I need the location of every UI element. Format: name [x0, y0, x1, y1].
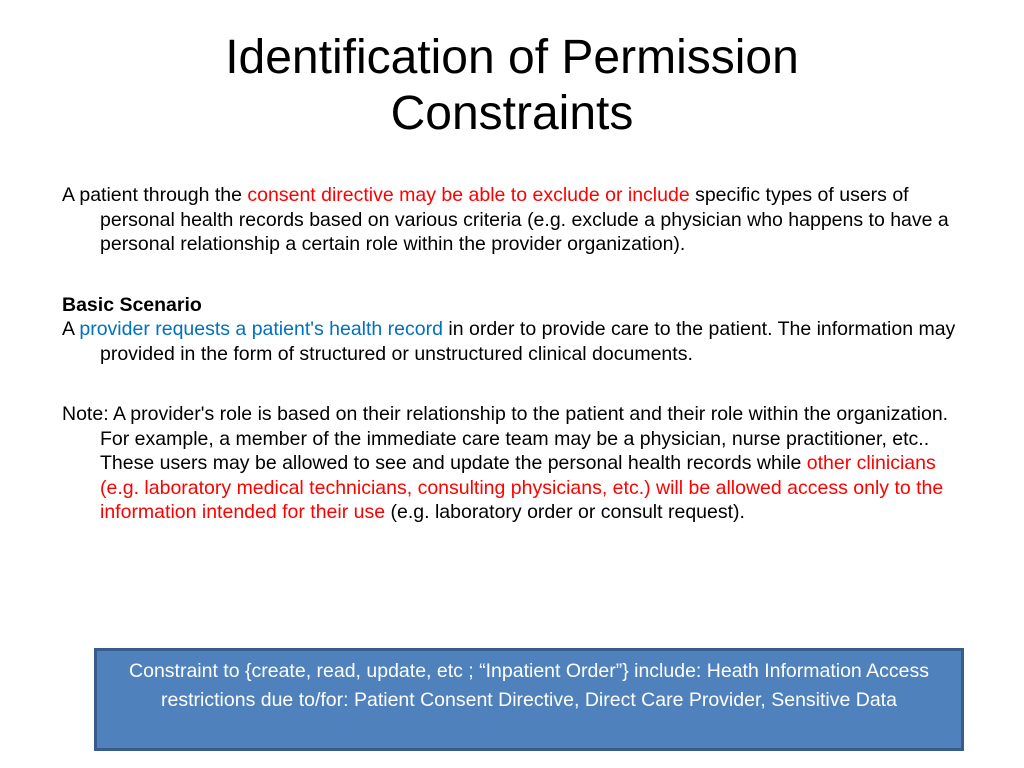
- basic-scenario-lead: A: [62, 318, 80, 340]
- consent-paragraph-rest: specific types of users of personal health records based on various criteria (e.g. exclude a physician who happens to have a personal relationship a certain role within the provider organization).: [100, 184, 949, 255]
- consent-paragraph-lead: A patient through the: [62, 184, 248, 206]
- basic-scenario-paragraph: [62, 317, 962, 366]
- slide-body: [62, 183, 962, 525]
- provider-request-highlight: provider requests a patient's health record: [79, 318, 443, 340]
- consent-paragraph: [62, 183, 962, 257]
- consent-directive-highlight: consent directive may be able to exclude or include: [247, 184, 690, 206]
- slide-title-line-2: Constraints: [390, 87, 634, 140]
- constraint-callout-text: Constraint to {create, read, update, etc ; “Inpatient Order”} include: Heath Information Access restrictions due to/for: Patient Consent Directive, Direct Care Provider, Sensitive Data: [129, 660, 929, 711]
- slide-title: [60, 30, 964, 142]
- basic-scenario-heading: Basic Scenario: [62, 293, 202, 316]
- other-clinicians-highlight: other clinicians (e.g. laboratory medical technicians, consulting physicians, etc.) will be allowed access only to the information intended for their use: [100, 452, 944, 523]
- slide-title-line-1: Identification of Permission: [225, 31, 799, 84]
- spacer: [62, 366, 962, 402]
- constraint-callout-box: [94, 648, 964, 751]
- spacer: [62, 257, 962, 293]
- note-paragraph-rest: (e.g. laboratory order or consult request).: [385, 501, 745, 523]
- note-paragraph-lead: Note: A provider's role is based on their relationship to the patient and their role within the organization. For example, a member of the immediate care team may be a physician, nurse practitioner, etc.. These users may be allowed to see and update the personal health records while: [62, 403, 949, 474]
- basic-scenario-rest: in order to provide care to the patient. The information may provided in the form of structured or unstructured clinical documents.: [100, 318, 956, 365]
- note-paragraph: [62, 402, 962, 525]
